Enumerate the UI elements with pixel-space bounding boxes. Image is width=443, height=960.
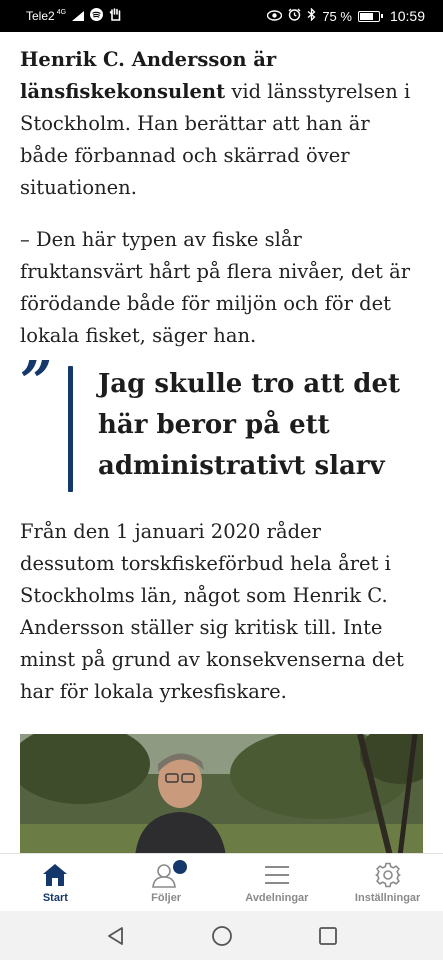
back-icon[interactable] — [98, 918, 134, 954]
article-photo[interactable] — [20, 734, 423, 856]
spotify-icon — [90, 8, 103, 24]
carrier-label: Tele2 — [26, 9, 55, 23]
article-body-continued — [20, 516, 420, 708]
nav-avdelningar[interactable] — [222, 854, 333, 911]
paragraph-1 — [20, 44, 420, 204]
nav-foljer[interactable] — [111, 854, 222, 911]
article-body — [20, 44, 420, 372]
home-icon — [42, 862, 68, 888]
photo-illustration — [20, 734, 423, 856]
clock: 10:59 — [389, 8, 425, 24]
bottom-nav — [0, 853, 443, 911]
alarm-icon — [288, 8, 301, 24]
paragraph-1-rest: vid länsstyrelsen i Stockholm. Han berättar att han är både förbannad och skärrad över situationen. — [20, 80, 411, 199]
hand-icon — [109, 8, 122, 24]
status-right — [267, 8, 425, 24]
battery-percent: 75 % — [322, 8, 352, 24]
nav-foljer-label: Följer — [151, 892, 182, 904]
nav-start-label: Start — [42, 892, 68, 904]
quote-bar — [68, 366, 73, 492]
bluetooth-icon — [307, 8, 316, 24]
menu-icon — [264, 862, 290, 888]
quote-mark-icon: ” — [20, 349, 53, 415]
system-nav — [0, 911, 443, 960]
notification-dot — [173, 860, 187, 874]
nav-installningar-label: Inställningar — [354, 892, 421, 904]
network-label: 4G — [56, 8, 67, 16]
nav-installningar[interactable] — [332, 854, 443, 911]
paragraph-3: Från den 1 januari 2020 råder dessutom torskfiskeförbud hela året i Stockholms län, något som Henrik C. Andersson ställer sig kritisk till. Inte minst på grund av konsekvenserna det har för lokala yrkesfiskare. — [20, 520, 404, 703]
status-bar — [0, 0, 443, 32]
home-circle-icon[interactable] — [204, 918, 240, 954]
signal-icon — [72, 9, 84, 24]
eye-icon — [267, 9, 282, 24]
recents-icon[interactable] — [310, 918, 346, 954]
nav-start[interactable] — [0, 854, 111, 911]
quote-text: Jag skulle tro att det här beror på ett administrativt slarv — [98, 369, 401, 481]
status-left — [26, 8, 122, 24]
paragraph-1-bold: Henrik C. Andersson är länsfiskekonsulent — [20, 48, 277, 103]
paragraph-2: – Den här typen av fiske slår fruktansvärt hårt på flera nivåer, det är förödande både för miljön och för det lokala fisket, säger han. — [20, 228, 411, 347]
nav-avdelningar-label: Avdelningar — [245, 892, 309, 904]
pull-quote — [20, 349, 423, 494]
battery-icon — [358, 11, 380, 22]
battery-fill — [360, 13, 373, 20]
gear-icon — [375, 862, 401, 888]
